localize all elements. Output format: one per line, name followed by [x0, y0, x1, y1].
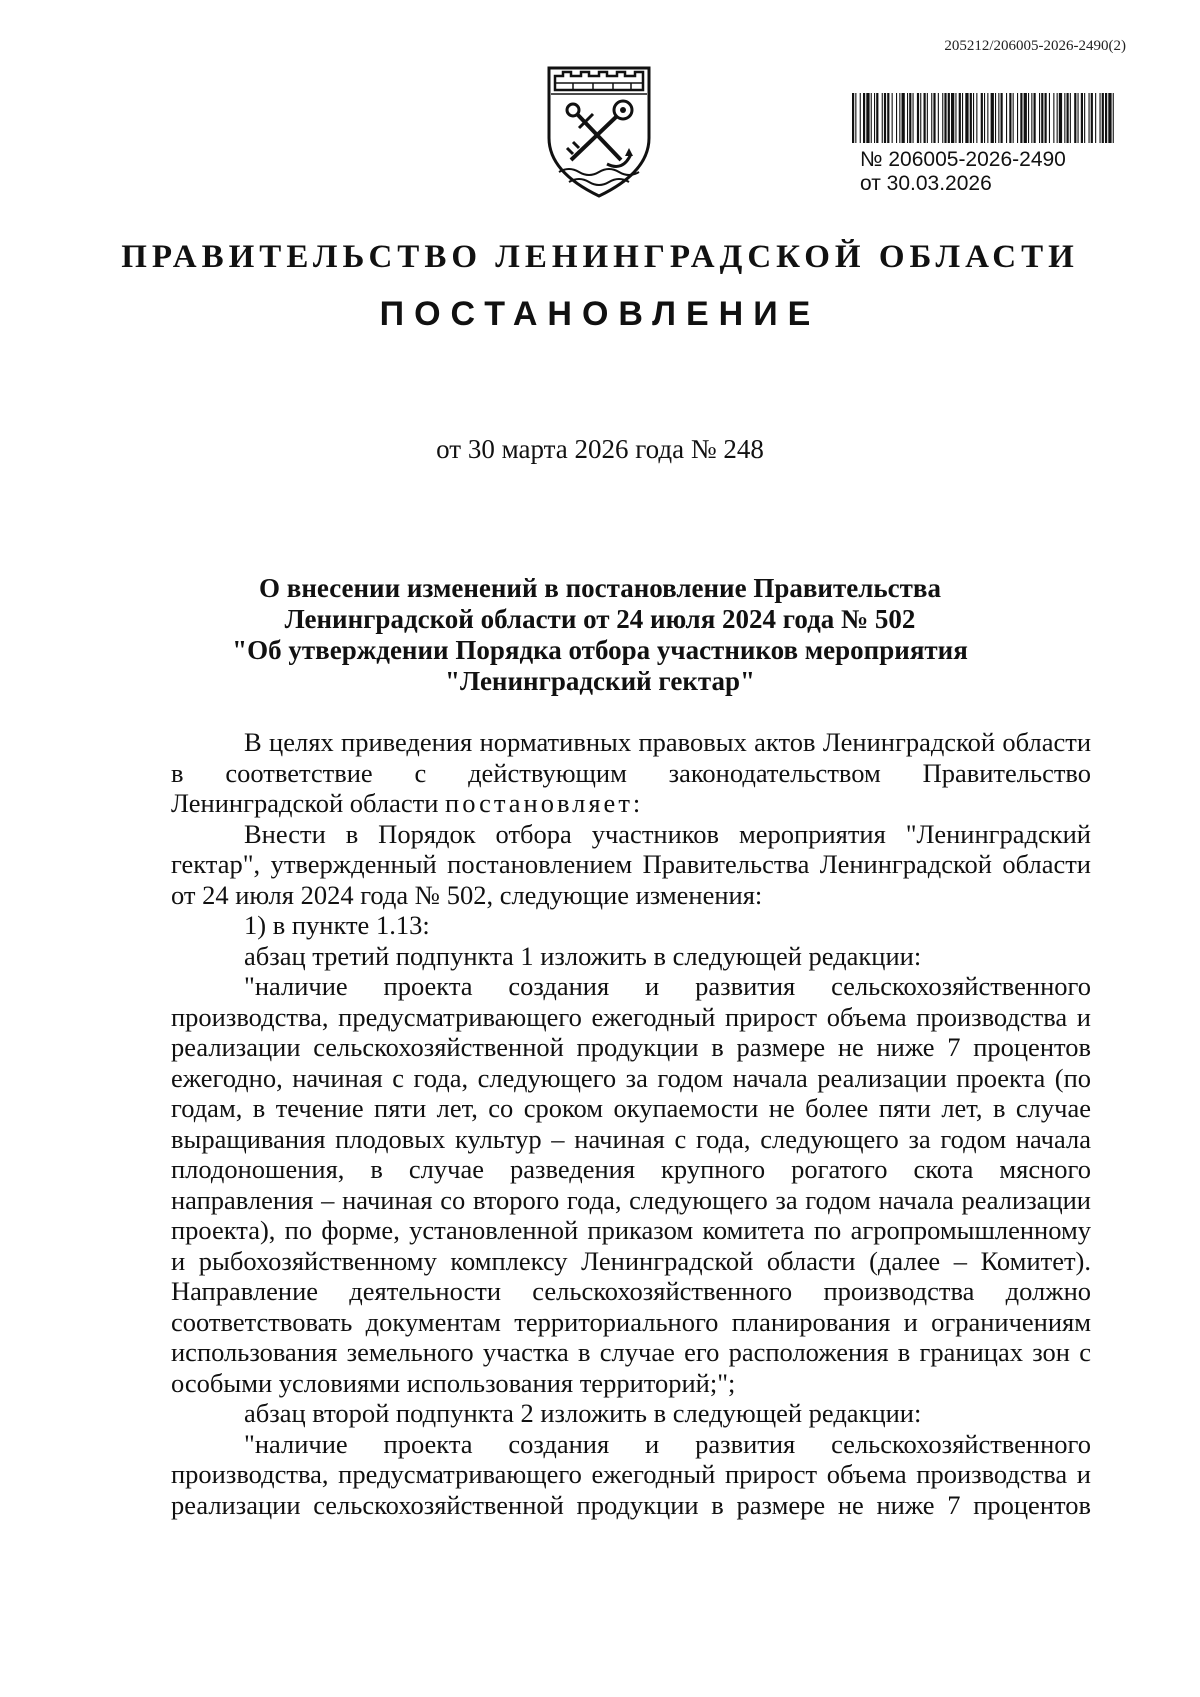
preamble-paragraph: [171, 727, 1091, 819]
item-1-paragraph: 1) в пункте 1.13:: [244, 910, 430, 940]
decree-title: [0, 573, 1200, 697]
amendment-intro-paragraph: Внести в Порядок отбора участников мероприятия "Ленинградский гектар", утвержденный постановлением Правительства Ленинградской области от 24 июля 2024 года № 502, следующие изменения:: [171, 818, 1091, 910]
barcode-icon: [852, 93, 1114, 143]
registration-code-top: 205212/206005-2026-2490(2): [944, 38, 1126, 54]
decree-body: [171, 727, 1091, 1520]
title-line: "Об утверждении Порядка отбора участников мероприятия: [232, 635, 968, 665]
preamble-text: В целях приведения нормативных правовых актов Ленинградской области в соответствие с действующим законодательством Правительство Ленинградской области: [171, 727, 1091, 818]
new-wording-paragraph-1: "наличие проекта создания и развития сельскохозяйственного производства, предусматривающего ежегодный прирост объема производства и реализации сельскохозяйственной продукции в размере не ниже 7 процентов ежегодно, начиная с года, следующего за годом начала реализации проекта (по годам, в течение пяти лет, со сроком окупаемости не более пяти лет, в случае выращивания плодовых культур – начиная с года, следующего за годом начала плодоношения, в случае разведения крупного рогатого скота мясного направления – начиная со второго года, следующего за годом начала реализации проекта), по форме, установленной приказом комитета по агропромышленному и рыбохозяйственному комплексу Ленинградской области (далее – Комитет). Направление деятельности сельскохозяйственного производства должно соответствовать документам территориального планирования и ограничениям использования земельного участка в случае его расположения в границах зон с особыми условиями использования территорий;";: [171, 971, 1091, 1398]
title-line: Ленинградской области от 24 июля 2024 года № 502: [284, 604, 916, 634]
decree-date-number: от 30 марта 2026 года № 248: [436, 434, 764, 464]
paragraph-instruction-1: абзац третий подпункта 1 изложить в следующей редакции:: [244, 940, 922, 971]
paragraph-instruction-2: абзац второй подпункта 2 изложить в следующей редакции:: [244, 1398, 922, 1428]
new-wording-paragraph-2: "наличие проекта создания и развития сельскохозяйственного производства, предусматривающего ежегодный прирост объема производства и реализации сельскохозяйственной продукции в размере не ниже 7 процентов: [171, 1428, 1091, 1520]
document-type-heading: ПОСТАНОВЛЕНИЕ: [379, 295, 821, 333]
registration-date: от 30.03.2026: [860, 172, 992, 195]
resolves-word: постановляет:: [445, 788, 644, 818]
coat-of-arms-icon: [543, 60, 655, 200]
title-line: "Ленинградский гектар": [445, 666, 755, 696]
government-heading: ПРАВИТЕЛЬСТВО ЛЕНИНГРАДСКОЙ ОБЛАСТИ: [121, 239, 1079, 275]
registration-number: № 206005-2026-2490: [860, 148, 1066, 171]
title-line: О внесении изменений в постановление Правительства: [259, 573, 941, 603]
